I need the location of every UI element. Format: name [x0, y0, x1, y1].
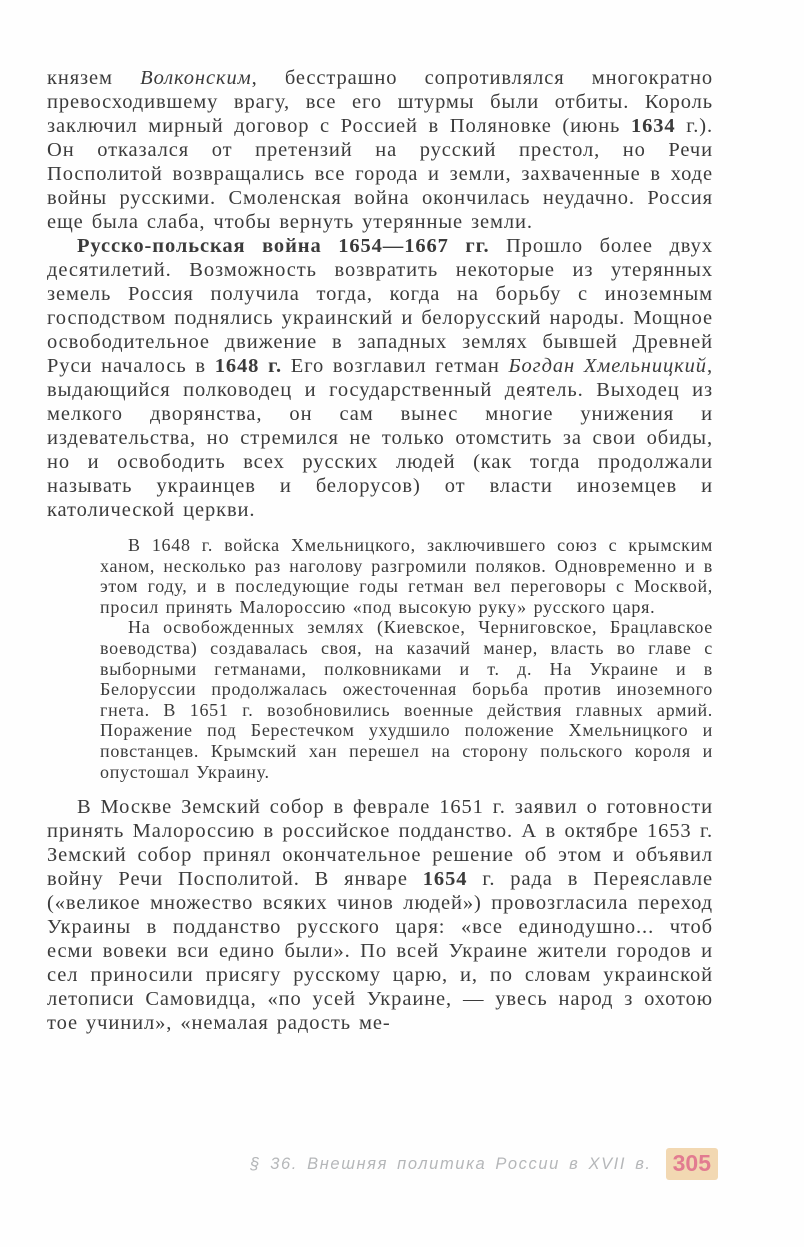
text-run: Прошло более двух десятилетий. Возможность возвратить некоторые из утерянных земель Россия получила тогда, когда на борьбу с иноземным господством поднялись украинский и белорусский народы. Мощное освободительное движение в западных землях бывшей Древней Руси началось в	[47, 235, 713, 377]
text-run: , выдающийся полководец и государственный деятель. Выходец из мелкого дворянства, он сам вынес многие унижения и издевательства, но стремился не только отомстить за свои обиды, но и освободить всех русских людей (как тогда продолжали называть украинцев и белорусов) от власти иноземцев и католической церкви.	[47, 355, 713, 521]
supplementary-reading-block	[100, 535, 713, 782]
text-run: , бесстрашно сопротивлялся многократно превосходившему врагу, все его штурмы были отбиты. Король заключил мирный договор с Россией в Поляновке (июнь	[47, 67, 713, 137]
text-run: князем	[47, 67, 141, 89]
text-run-italic: Богдан Хмельницкий	[508, 355, 707, 377]
paragraph-khmelnytsky-1648	[100, 535, 713, 617]
paragraph-zemsky-sobor	[47, 795, 713, 1035]
footer-section-title: § 36. Внешняя политика России в XVII в.	[250, 1154, 652, 1173]
paragraph-russo-polish-war	[47, 234, 713, 522]
text-run-bold: 1634	[630, 115, 676, 137]
text-run-bold: 1648 г.	[214, 355, 282, 377]
text-run-italic: Волконским	[140, 67, 252, 89]
text-run-bold: Русско-польская война 1654—1667 гг.	[77, 235, 490, 257]
paragraph-continuation	[47, 66, 713, 234]
text-column	[47, 66, 713, 1035]
text-run-bold: 1654	[422, 868, 468, 891]
text-run: г.). Он отказался от претензий на русский престол, но Речи Посполитой возвращались все города и земли, захваченные в ходе войны русскими. Смоленская война окончилась неудачно. Россия еще была слаба, чтобы вернуть утерянные земли.	[47, 115, 713, 233]
text-run: Его возглавил гетман	[282, 355, 509, 377]
text-run: В 1648 г. войска Хмельницкого, заключившего союз с крымским ханом, несколько раз наголову разгромили поляков. Одновременно и в этом году, и в последующие годы гетман вел переговоры с Москвой, просил принять Малороссию «под высокую руку» русского царя.	[100, 535, 713, 617]
text-run: В Москве Земский собор в феврале 1651 г. заявил о готовности принять Малороссию в российское подданство. А в октябре 1653 г. Земский собор принял окончательное решение об этом и объявил войну Речи Посполитой. В январе	[47, 796, 713, 891]
page-number-badge: 305	[666, 1148, 718, 1180]
text-run: На освобожденных землях (Киевское, Черниговское, Брацлавское воеводства) создавалась своя, на казачий манер, власть во главе с выборными гетманами, полковниками и т. д. На Украине и в Белоруссии продолжалась ожесточенная борьба против иноземного гнета. В 1651 г. возобновились военные действия главных армий. Поражение под Берестечком ухудшило положение Хмельницкого и повстанцев. Крымский хан перешел на сторону польского короля и опустошал Украину.	[100, 617, 713, 782]
paragraph-liberated-lands	[100, 617, 713, 782]
text-run: г. рада в Переяславле («великое множество всяких чинов людей») провозгласила переход Украины в подданство русского царя: «все единодушно... чтоб есми вовеки вси едино были». По всей Украине жители городов и сел приносили присягу русскому царю, и, по словам украинской летописи Самовидца, «по усей Украине, — увесь народ з охотою тое учинил», «немалая радость ме-	[47, 868, 713, 1035]
page-footer	[250, 1148, 718, 1180]
